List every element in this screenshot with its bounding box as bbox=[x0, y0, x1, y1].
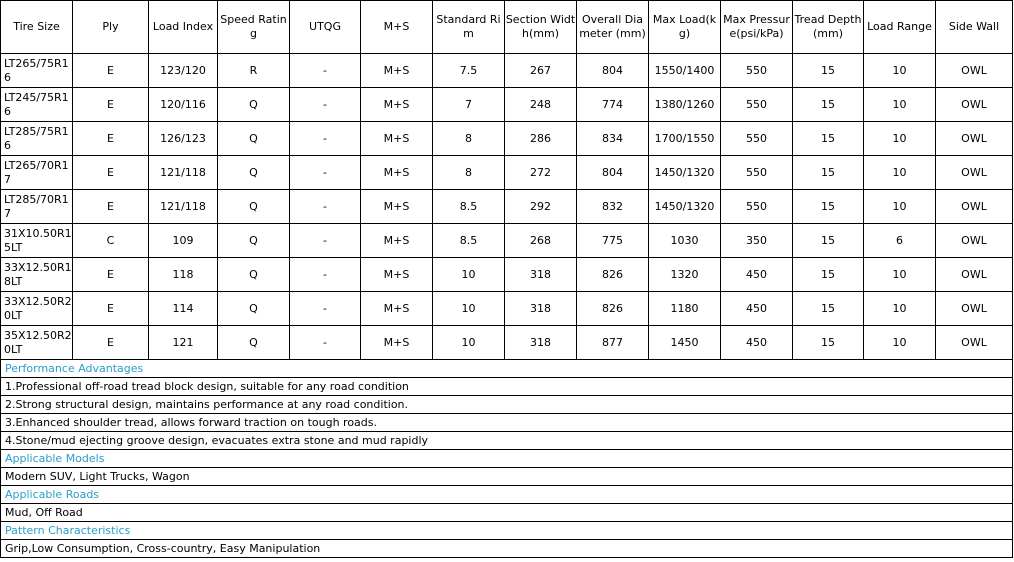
table-cell: 1320 bbox=[649, 258, 721, 292]
table-cell: - bbox=[290, 258, 361, 292]
table-row bbox=[1, 156, 1013, 190]
table-cell: LT245/75R16 bbox=[1, 88, 73, 122]
table-cell: M+S bbox=[361, 54, 433, 88]
table-cell: 877 bbox=[577, 326, 649, 360]
table-cell: E bbox=[73, 326, 149, 360]
table-cell: 268 bbox=[505, 224, 577, 258]
section-row bbox=[1, 396, 1013, 414]
table-cell: 10 bbox=[864, 54, 936, 88]
models-text: Modern SUV, Light Trucks, Wagon bbox=[1, 468, 1013, 486]
table-cell: 10 bbox=[864, 326, 936, 360]
performance-heading: Performance Advantages bbox=[1, 360, 1013, 378]
table-cell: OWL bbox=[936, 54, 1013, 88]
table-cell: 248 bbox=[505, 88, 577, 122]
table-cell: 550 bbox=[721, 122, 793, 156]
table-body bbox=[1, 54, 1013, 360]
table-cell: 7.5 bbox=[433, 54, 505, 88]
table-cell: 10 bbox=[864, 88, 936, 122]
table-cell: 1700/1550 bbox=[649, 122, 721, 156]
table-cell: Q bbox=[218, 326, 290, 360]
column-header: Max Load(kg) bbox=[649, 1, 721, 54]
column-header: Ply bbox=[73, 1, 149, 54]
table-cell: - bbox=[290, 122, 361, 156]
table-cell: 118 bbox=[149, 258, 218, 292]
table-cell: 826 bbox=[577, 258, 649, 292]
table-row bbox=[1, 190, 1013, 224]
column-header: M+S bbox=[361, 1, 433, 54]
table-cell: 15 bbox=[793, 122, 864, 156]
section-row bbox=[1, 360, 1013, 378]
table-row bbox=[1, 292, 1013, 326]
table-cell: E bbox=[73, 292, 149, 326]
table-cell: 15 bbox=[793, 156, 864, 190]
table-cell: 31X10.50R15LT bbox=[1, 224, 73, 258]
table-cell: M+S bbox=[361, 190, 433, 224]
table-row bbox=[1, 326, 1013, 360]
table-cell: 1550/1400 bbox=[649, 54, 721, 88]
section-row bbox=[1, 468, 1013, 486]
performance-item-2: 2.Strong structural design, maintains performance at any road condition. bbox=[1, 396, 1013, 414]
section-row bbox=[1, 378, 1013, 396]
table-cell: 123/120 bbox=[149, 54, 218, 88]
section-row bbox=[1, 414, 1013, 432]
table-cell: E bbox=[73, 190, 149, 224]
table-cell: 15 bbox=[793, 88, 864, 122]
table-cell: 126/123 bbox=[149, 122, 218, 156]
table-cell: M+S bbox=[361, 88, 433, 122]
table-cell: Q bbox=[218, 88, 290, 122]
section-row bbox=[1, 504, 1013, 522]
table-cell: 1450/1320 bbox=[649, 156, 721, 190]
table-cell: 8 bbox=[433, 156, 505, 190]
table-cell: Q bbox=[218, 258, 290, 292]
table-cell: LT285/70R17 bbox=[1, 190, 73, 224]
table-cell: 826 bbox=[577, 292, 649, 326]
table-cell: E bbox=[73, 258, 149, 292]
table-cell: M+S bbox=[361, 326, 433, 360]
table-cell: 8.5 bbox=[433, 224, 505, 258]
table-cell: 550 bbox=[721, 190, 793, 224]
table-cell: OWL bbox=[936, 258, 1013, 292]
table-cell: 450 bbox=[721, 292, 793, 326]
table-cell: 350 bbox=[721, 224, 793, 258]
models-heading: Applicable Models bbox=[1, 450, 1013, 468]
table-cell: 804 bbox=[577, 156, 649, 190]
table-row bbox=[1, 122, 1013, 156]
table-cell: E bbox=[73, 156, 149, 190]
table-cell: 775 bbox=[577, 224, 649, 258]
performance-item-1: 1.Professional off-road tread block design, suitable for any road condition bbox=[1, 378, 1013, 396]
table-cell: 7 bbox=[433, 88, 505, 122]
table-cell: 10 bbox=[433, 292, 505, 326]
table-cell: 114 bbox=[149, 292, 218, 326]
table-cell: LT265/70R17 bbox=[1, 156, 73, 190]
table-cell: 33X12.50R20LT bbox=[1, 292, 73, 326]
table-cell: 6 bbox=[864, 224, 936, 258]
table-cell: LT285/75R16 bbox=[1, 122, 73, 156]
table-cell: 450 bbox=[721, 326, 793, 360]
table-cell: 834 bbox=[577, 122, 649, 156]
table-cell: 120/116 bbox=[149, 88, 218, 122]
table-cell: 10 bbox=[864, 292, 936, 326]
table-row bbox=[1, 258, 1013, 292]
column-header: UTQG bbox=[290, 1, 361, 54]
table-cell: E bbox=[73, 54, 149, 88]
table-cell: OWL bbox=[936, 122, 1013, 156]
table-header bbox=[1, 1, 1013, 54]
table-cell: 10 bbox=[433, 326, 505, 360]
table-cell: 8.5 bbox=[433, 190, 505, 224]
table-cell: 1450 bbox=[649, 326, 721, 360]
section-row bbox=[1, 450, 1013, 468]
table-cell: 450 bbox=[721, 258, 793, 292]
table-cell: C bbox=[73, 224, 149, 258]
table-cell: - bbox=[290, 156, 361, 190]
table-cell: OWL bbox=[936, 156, 1013, 190]
table-cell: 272 bbox=[505, 156, 577, 190]
table-cell: - bbox=[290, 326, 361, 360]
column-header: Side Wall bbox=[936, 1, 1013, 54]
table-row bbox=[1, 54, 1013, 88]
pattern-text: Grip,Low Consumption, Cross-country, Easy Manipulation bbox=[1, 540, 1013, 558]
table-cell: M+S bbox=[361, 156, 433, 190]
table-cell: - bbox=[290, 88, 361, 122]
table-cell: 15 bbox=[793, 292, 864, 326]
table-cell: LT265/75R16 bbox=[1, 54, 73, 88]
column-header: Tread Depth(mm) bbox=[793, 1, 864, 54]
table-cell: 286 bbox=[505, 122, 577, 156]
table-cell: Q bbox=[218, 156, 290, 190]
table-cell: OWL bbox=[936, 190, 1013, 224]
table-cell: OWL bbox=[936, 326, 1013, 360]
table-cell: 109 bbox=[149, 224, 218, 258]
table-cell: 15 bbox=[793, 224, 864, 258]
table-cell: 318 bbox=[505, 292, 577, 326]
table-cell: 15 bbox=[793, 54, 864, 88]
table-cell: M+S bbox=[361, 292, 433, 326]
table-cell: Q bbox=[218, 292, 290, 326]
column-header: Overall Diameter (mm) bbox=[577, 1, 649, 54]
table-cell: 550 bbox=[721, 54, 793, 88]
table-cell: 10 bbox=[864, 156, 936, 190]
column-header: Tire Size bbox=[1, 1, 73, 54]
table-cell: - bbox=[290, 292, 361, 326]
table-cell: 1380/1260 bbox=[649, 88, 721, 122]
performance-item-3: 3.Enhanced shoulder tread, allows forward traction on tough roads. bbox=[1, 414, 1013, 432]
table-cell: 121/118 bbox=[149, 190, 218, 224]
table-cell: 15 bbox=[793, 326, 864, 360]
table-cell: 550 bbox=[721, 156, 793, 190]
table-cell: OWL bbox=[936, 88, 1013, 122]
table-cell: 10 bbox=[864, 258, 936, 292]
section-row bbox=[1, 540, 1013, 558]
table-cell: E bbox=[73, 122, 149, 156]
table-cell: 10 bbox=[864, 190, 936, 224]
column-header: Section Width(mm) bbox=[505, 1, 577, 54]
table-cell: R bbox=[218, 54, 290, 88]
table-cell: M+S bbox=[361, 122, 433, 156]
table-cell: 774 bbox=[577, 88, 649, 122]
table-cell: 318 bbox=[505, 326, 577, 360]
column-header: Speed Rating bbox=[218, 1, 290, 54]
table-cell: M+S bbox=[361, 224, 433, 258]
table-cell: M+S bbox=[361, 258, 433, 292]
table-row bbox=[1, 224, 1013, 258]
table-cell: 1450/1320 bbox=[649, 190, 721, 224]
table-cell: - bbox=[290, 54, 361, 88]
table-cell: 550 bbox=[721, 88, 793, 122]
table-cell: - bbox=[290, 190, 361, 224]
table-cell: 10 bbox=[864, 122, 936, 156]
table-cell: 267 bbox=[505, 54, 577, 88]
column-header: Standard Rim bbox=[433, 1, 505, 54]
table-cell: 15 bbox=[793, 190, 864, 224]
table-cell: 33X12.50R18LT bbox=[1, 258, 73, 292]
table-cell: E bbox=[73, 88, 149, 122]
table-cell: 121 bbox=[149, 326, 218, 360]
table-cell: 1030 bbox=[649, 224, 721, 258]
column-header: Load Range bbox=[864, 1, 936, 54]
table-row bbox=[1, 88, 1013, 122]
column-header: Max Pressure(psi/kPa) bbox=[721, 1, 793, 54]
table-cell: 121/118 bbox=[149, 156, 218, 190]
pattern-heading: Pattern Characteristics bbox=[1, 522, 1013, 540]
table-cell: 292 bbox=[505, 190, 577, 224]
performance-item-4: 4.Stone/mud ejecting groove design, evacuates extra stone and mud rapidly bbox=[1, 432, 1013, 450]
table-cell: OWL bbox=[936, 292, 1013, 326]
details-section bbox=[1, 360, 1013, 558]
table-cell: OWL bbox=[936, 224, 1013, 258]
table-cell: 15 bbox=[793, 258, 864, 292]
section-row bbox=[1, 522, 1013, 540]
roads-text: Mud, Off Road bbox=[1, 504, 1013, 522]
section-row bbox=[1, 432, 1013, 450]
roads-heading: Applicable Roads bbox=[1, 486, 1013, 504]
table-cell: - bbox=[290, 224, 361, 258]
table-cell: Q bbox=[218, 122, 290, 156]
table-cell: 832 bbox=[577, 190, 649, 224]
section-row bbox=[1, 486, 1013, 504]
table-cell: 35X12.50R20LT bbox=[1, 326, 73, 360]
table-cell: Q bbox=[218, 190, 290, 224]
table-cell: 804 bbox=[577, 54, 649, 88]
table-cell: Q bbox=[218, 224, 290, 258]
header-row bbox=[1, 1, 1013, 54]
table-cell: 10 bbox=[433, 258, 505, 292]
column-header: Load Index bbox=[149, 1, 218, 54]
table-cell: 318 bbox=[505, 258, 577, 292]
table-cell: 1180 bbox=[649, 292, 721, 326]
table-cell: 8 bbox=[433, 122, 505, 156]
